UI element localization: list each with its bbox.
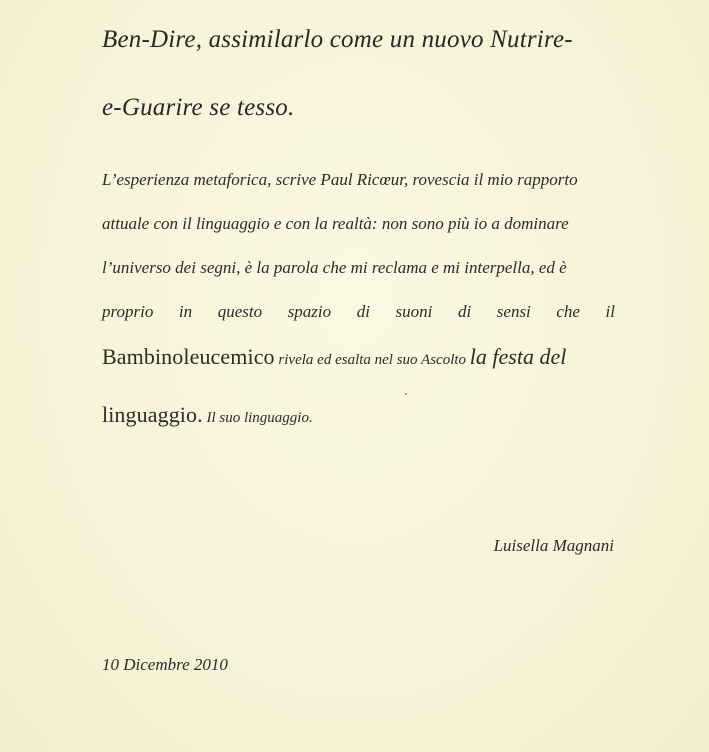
- paragraph-line-2: attuale con il linguaggio e con la realtà: non sono più io a dominare: [102, 214, 569, 233]
- signature: Luisella Magnani: [493, 536, 614, 555]
- paragraph-line-5-middle: rivela ed esalta nel suo Ascolto: [274, 352, 470, 368]
- linguaggio-word: linguaggio.: [102, 402, 203, 427]
- heading-line-2: e-Guarire se tesso.: [102, 94, 295, 121]
- paragraph-line-5: [102, 344, 615, 370]
- paragraph-line-3: l’universo dei segni, è la parola che mi reclama e mi interpella, ed è: [102, 258, 567, 277]
- paper-speck: [405, 393, 407, 395]
- bambinoleucemico-word: Bambinoleucemico: [102, 344, 275, 369]
- heading-line-1: Ben-Dire, assimilarlo come un nuovo Nutrire-: [102, 26, 573, 53]
- festa-phrase: la festa del: [469, 344, 567, 369]
- date-line: 10 Dicembre 2010: [102, 655, 228, 674]
- paragraph-line-1: L’esperienza metaforica, scrive Paul Ricœur, rovescia il mio rapporto: [102, 170, 578, 189]
- paragraph-line-6: [102, 402, 615, 428]
- paragraph-line-6-tail: Il suo linguaggio.: [202, 410, 313, 426]
- paragraph-line-4: proprio in questo spazio di suoni di sensi che il: [102, 302, 615, 321]
